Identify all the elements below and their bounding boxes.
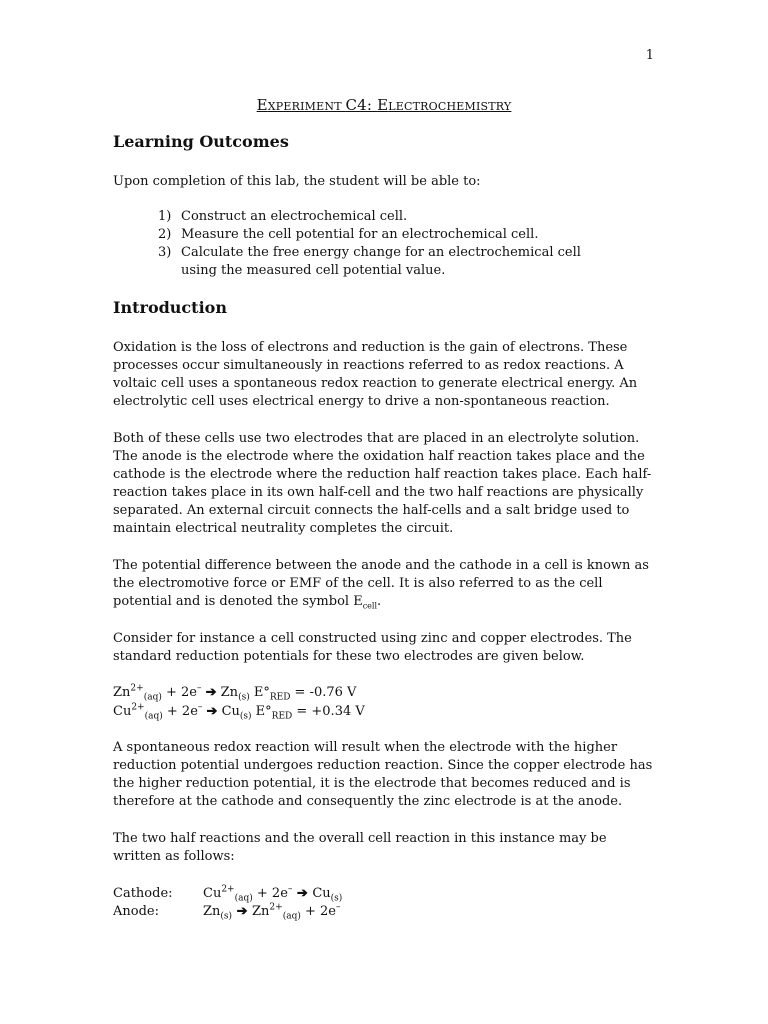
eq-text: Cu	[113, 704, 132, 719]
eq-sub: (s)	[330, 893, 343, 904]
eq-text: = -0.76 V	[290, 685, 357, 700]
eq-sub: (s)	[239, 711, 252, 722]
right-arrow-icon: ➔	[232, 904, 253, 919]
eq-text: Zn	[113, 685, 131, 700]
eq-text: E°	[249, 685, 270, 700]
introduction-heading: Introduction	[113, 298, 227, 317]
eq-sup: 2+	[221, 884, 235, 895]
eq-text: Zn	[252, 904, 270, 919]
eq-sub: (s)	[220, 911, 233, 922]
eq-text: Cu	[203, 886, 222, 901]
list-text: Construct an electrochemical cell.	[181, 209, 408, 224]
eq-text: Cu	[217, 704, 240, 719]
learning-outcomes-intro: Upon completion of this lab, the student will be able to:	[113, 174, 481, 189]
eq-text: + 2e	[162, 704, 198, 719]
anode-equation	[203, 902, 341, 922]
right-arrow-icon: ➔	[205, 685, 217, 700]
anode-label: Anode:	[113, 904, 159, 919]
intro-paragraph-5: A spontaneous redox reaction will result when the electrode with the higher reduction potential undergoes reduction reaction. Since the copper electrode has the higher reduction potential, it is the electrode that becomes reduced and is therefore at the cathode and consequently the zinc electrode is at the anode.	[113, 740, 653, 809]
eq-sup: –	[197, 702, 203, 713]
intro-paragraph-2: Both of these cells use two electrodes that are placed in an electrolyte solution. The anode is the electrode where the oxidation half reaction takes place and the cathode is the electrode where the reduction half reaction takes place. Each half-reaction takes place in its own half-cell and the two half reactions are physically separated. An external circuit connects the half-cells and a salt bridge used to maintain electrical neutrality completes the circuit.	[113, 431, 652, 536]
list-item	[158, 208, 618, 226]
eq-text: = +0.34 V	[292, 704, 365, 719]
eq-text: Zn	[203, 904, 221, 919]
cathode-equation	[203, 884, 343, 904]
eq-sup: 2+	[130, 683, 144, 694]
eq-text: Zn	[216, 685, 239, 700]
list-number: 2)	[158, 227, 172, 242]
eq-sup: –	[287, 884, 293, 895]
eq-sup: 2+	[269, 902, 283, 913]
list-text: Calculate the free energy change for an electrochemical cell using the measured cell potential value.	[181, 245, 581, 278]
p3-subscript: cell	[362, 601, 378, 611]
copper-reduction-equation	[113, 703, 365, 721]
experiment-title	[0, 96, 768, 114]
page-number: 1	[645, 48, 654, 63]
list-number: 1)	[158, 209, 172, 224]
list-text: Measure the cell potential for an electrochemical cell.	[181, 227, 539, 242]
eq-sup: –	[196, 683, 202, 694]
eq-sub: (aq)	[144, 711, 163, 722]
eq-text: + 2e	[252, 886, 288, 901]
eq-text: Cu	[312, 886, 331, 901]
eq-text: + 2e	[300, 904, 336, 919]
learning-outcomes-heading: Learning Outcomes	[113, 132, 289, 151]
title-lectrochemistry: LECTROCHEMISTRY	[388, 100, 512, 113]
intro-paragraph-3	[113, 557, 658, 616]
eq-sup: 2+	[131, 702, 145, 713]
eq-sub: (aq)	[143, 692, 162, 703]
intro-paragraph-1: Oxidation is the loss of electrons and reduction is the gain of electrons. These processes occur simultaneously in reactions referred to as redox reactions. A voltaic cell uses a spontaneous redox reaction to generate electrical energy. An electrolytic cell uses electrical energy to drive a non-spontaneous reaction.	[113, 340, 638, 409]
title-initial-e: E	[256, 96, 268, 114]
cathode-label: Cathode:	[113, 886, 173, 901]
zinc-reduction-equation	[113, 684, 356, 702]
title-c4: C4:	[345, 96, 378, 114]
eq-text: E°	[251, 704, 272, 719]
eq-sub: (s)	[238, 692, 250, 703]
title-xperiment: XPERIMENT	[267, 100, 346, 113]
eq-sub: RED	[271, 711, 293, 722]
cathode-reaction	[113, 885, 342, 903]
eq-sup: –	[335, 902, 341, 913]
right-arrow-icon: ➔	[206, 704, 218, 719]
eq-sub: RED	[269, 692, 291, 703]
anode-reaction	[113, 903, 340, 921]
list-item	[158, 244, 618, 280]
eq-sub: (aq)	[282, 911, 301, 922]
eq-text: + 2e	[161, 685, 197, 700]
intro-paragraph-6: The two half reactions and the overall cell reaction in this instance may be written as follows:	[113, 831, 607, 864]
right-arrow-icon: ➔	[292, 886, 313, 901]
eq-sub: (aq)	[234, 893, 253, 904]
list-number: 3)	[158, 245, 172, 260]
intro-paragraph-4: Consider for instance a cell constructed using zinc and copper electrodes. The standard reduction potentials for these two electrodes are given below.	[113, 631, 632, 664]
list-item	[158, 226, 618, 244]
p3-end: .	[377, 594, 382, 609]
p3-text: The potential difference between the anode and the cathode in a cell is known as the electromotive force or EMF of the cell. It is also referred to as the cell potential and is denoted the symbol E	[113, 558, 649, 609]
title-initial-e2: E	[377, 96, 389, 114]
learning-outcomes-list	[158, 208, 618, 280]
